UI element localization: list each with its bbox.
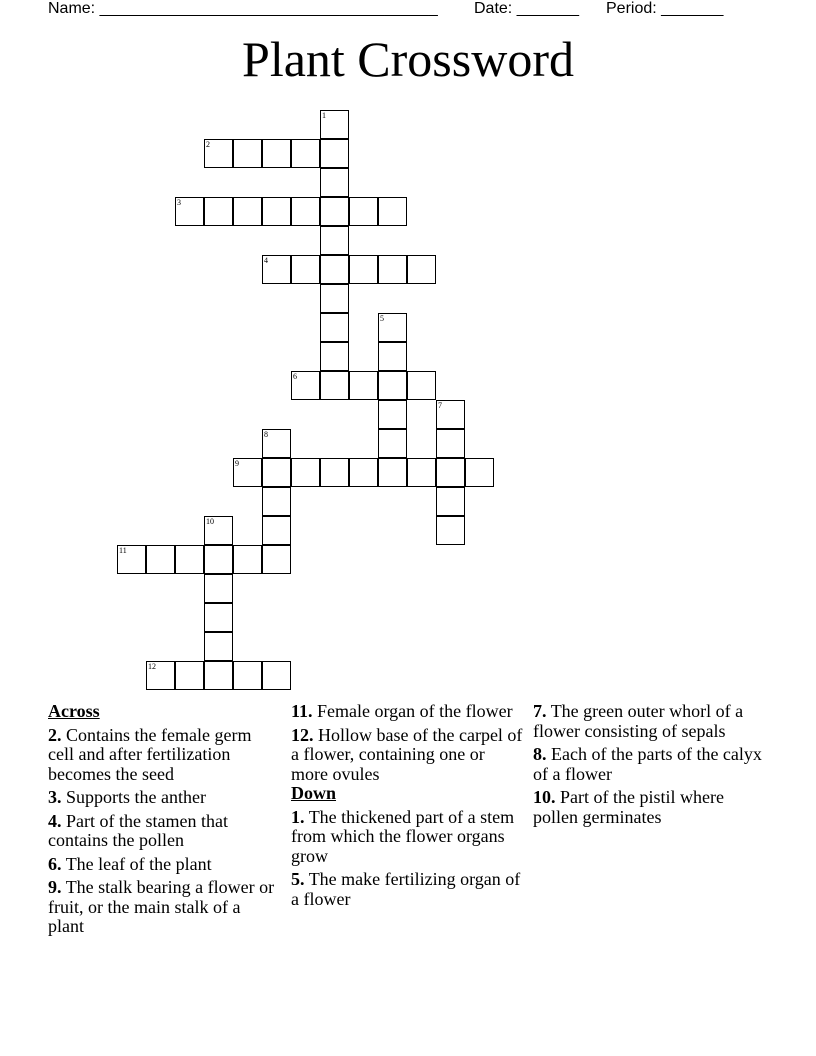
cell-number-label: 11 (119, 546, 127, 555)
cell-number-label: 7 (438, 401, 442, 410)
crossword-cell[interactable] (146, 661, 175, 690)
crossword-cell[interactable] (378, 313, 407, 342)
crossword-cell[interactable] (204, 516, 233, 545)
clue-across-11: 11. Female organ of the flower (291, 701, 513, 721)
cell-number-label: 10 (206, 517, 214, 526)
crossword-cell[interactable] (378, 429, 407, 458)
crossword-cell[interactable] (465, 458, 494, 487)
clue-across-4: 4. Part of the stamen that contains the pollen (48, 810, 228, 850)
clue-across-6: 6. The leaf of the plant (48, 853, 212, 874)
crossword-cell[interactable] (233, 139, 262, 168)
crossword-cell[interactable] (320, 110, 349, 139)
crossword-cell[interactable] (204, 603, 233, 632)
crossword-cell[interactable] (436, 400, 465, 429)
crossword-cell[interactable] (175, 197, 204, 226)
crossword-cell[interactable] (436, 458, 465, 487)
crossword-cell[interactable] (262, 661, 291, 690)
crossword-cell[interactable] (320, 284, 349, 313)
cell-number-label: 3 (177, 198, 181, 207)
clue-across-9: 9. The stalk bearing a flower or fruit, or the main stalk of a plant (48, 877, 275, 936)
clue-down-8: 8. Each of the parts of the calyx of a flower (533, 744, 762, 784)
crossword-cell[interactable] (320, 342, 349, 371)
name-field[interactable]: Name: ______________________________________ (48, 0, 438, 17)
crossword-cell[interactable] (262, 197, 291, 226)
crossword-cell[interactable] (407, 371, 436, 400)
crossword-cell[interactable] (320, 139, 349, 168)
clue-down-5: 5. The make fertilizing organ of a flower (291, 869, 521, 909)
crossword-cell[interactable] (175, 661, 204, 690)
crossword-cell[interactable] (204, 139, 233, 168)
clue-across-12: 12. Hollow base of the carpel of a flower, containing one or more ovules (291, 724, 523, 784)
crossword-cell[interactable] (378, 197, 407, 226)
cell-number-label: 9 (235, 459, 239, 468)
crossword-cell[interactable] (233, 197, 262, 226)
crossword-cell[interactable] (291, 139, 320, 168)
crossword-cell[interactable] (320, 255, 349, 284)
crossword-cell[interactable] (291, 371, 320, 400)
crossword-cell[interactable] (291, 255, 320, 284)
crossword-cell[interactable] (407, 458, 436, 487)
crossword-cell[interactable] (436, 487, 465, 516)
crossword-cell[interactable] (349, 458, 378, 487)
cell-number-label: 4 (264, 256, 268, 265)
cell-number-label: 12 (148, 662, 156, 671)
crossword-cell[interactable] (320, 313, 349, 342)
crossword-cell[interactable] (407, 255, 436, 284)
clue-across-2: 2. Contains the female germ cell and after fertilization becomes the seed (48, 724, 252, 784)
crossword-cell[interactable] (320, 458, 349, 487)
crossword-cell[interactable] (204, 632, 233, 661)
crossword-cell[interactable] (262, 458, 291, 487)
crossword-cell[interactable] (436, 516, 465, 545)
crossword-cell[interactable] (349, 255, 378, 284)
crossword-cell[interactable] (262, 429, 291, 458)
crossword-cell[interactable] (204, 661, 233, 690)
crossword-cell[interactable] (349, 371, 378, 400)
clues-column-1 (48, 702, 280, 937)
crossword-cell[interactable] (378, 400, 407, 429)
crossword-cell[interactable] (320, 197, 349, 226)
cell-number-label: 2 (206, 140, 210, 149)
crossword-cell[interactable] (436, 429, 465, 458)
crossword-cell[interactable] (378, 342, 407, 371)
crossword-cell[interactable] (262, 139, 291, 168)
crossword-cell[interactable] (262, 255, 291, 284)
crossword-cell[interactable] (233, 545, 262, 574)
clue-across-3: 3. Supports the anther (48, 787, 206, 807)
crossword-cell[interactable] (320, 168, 349, 197)
crossword-cell[interactable] (262, 545, 291, 574)
cell-number-label: 5 (380, 314, 384, 323)
clue-down-7: 7. The green outer whorl of a flower consisting of sepals (533, 701, 744, 741)
crossword-cell[interactable] (291, 197, 320, 226)
crossword-cell[interactable] (204, 197, 233, 226)
period-field[interactable]: Period: _______ (606, 0, 724, 17)
crossword-cell[interactable] (378, 255, 407, 284)
crossword-cell[interactable] (262, 516, 291, 545)
crossword-cell[interactable] (233, 458, 262, 487)
crossword-cell[interactable] (320, 371, 349, 400)
clue-down-1: 1. The thickened part of a stem from which the flower organs grow (291, 806, 515, 866)
crossword-cell[interactable] (233, 661, 262, 690)
crossword-cell[interactable] (378, 371, 407, 400)
clue-down-10: 10. Part of the pistil where pollen germinates (533, 787, 724, 827)
cell-number-label: 6 (293, 372, 297, 381)
crossword-cell[interactable] (146, 545, 175, 574)
crossword-cell[interactable] (349, 197, 378, 226)
across-heading: Across (48, 701, 100, 721)
date-field[interactable]: Date: _______ (474, 0, 579, 17)
clues-column-3 (533, 702, 773, 827)
crossword-cell[interactable] (204, 545, 233, 574)
cell-number-label: 8 (264, 430, 268, 439)
crossword-cell[interactable] (291, 458, 320, 487)
crossword-cell[interactable] (175, 545, 204, 574)
crossword-cell[interactable] (378, 458, 407, 487)
crossword-cell[interactable] (204, 574, 233, 603)
cell-number-label: 1 (322, 111, 326, 120)
down-heading: Down (291, 783, 337, 803)
crossword-cell[interactable] (117, 545, 146, 574)
crossword-cell[interactable] (262, 487, 291, 516)
clues-column-2 (291, 702, 523, 909)
crossword-cell[interactable] (320, 226, 349, 255)
page-title: Plant Crossword (242, 31, 574, 87)
